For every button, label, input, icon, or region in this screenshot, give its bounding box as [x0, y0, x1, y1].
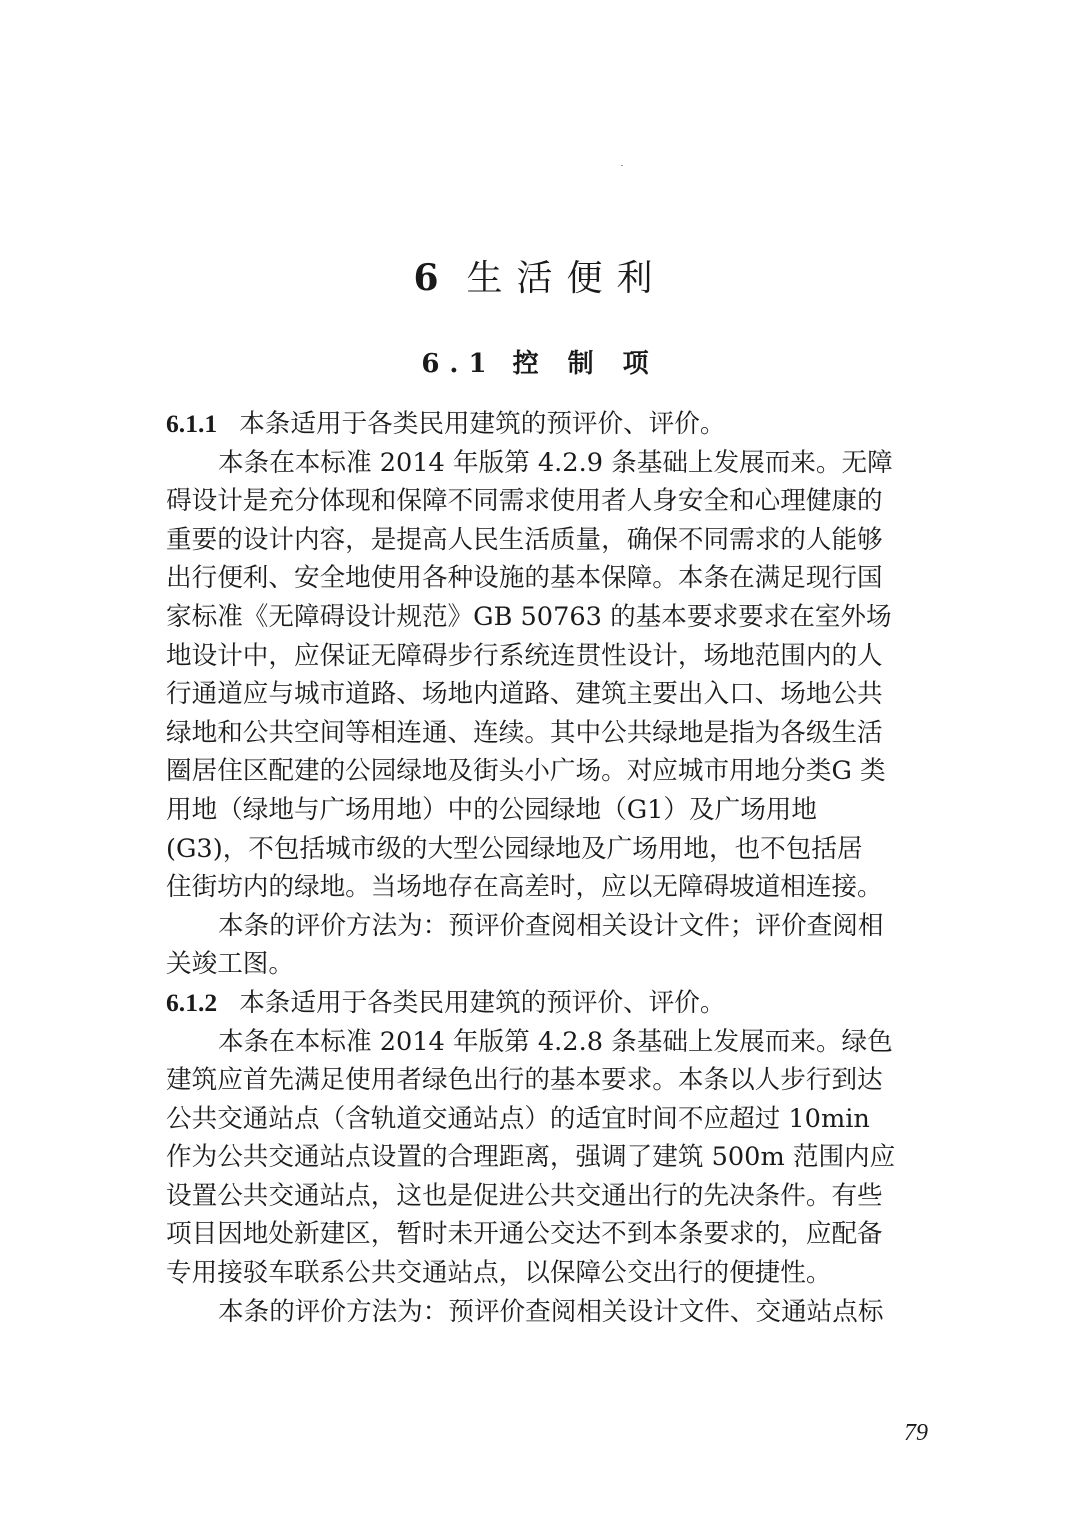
clause-heading — [166, 405, 951, 444]
clause-heading — [166, 984, 951, 1023]
paragraph-line: 作为公共交通站点设置的合理距离，强调了建筑 500m 范围内应 — [166, 1142, 896, 1173]
clause-heading-text: 本条适用于各类民用建筑的预评价、评价。 — [239, 409, 726, 439]
paragraph-line: 出行便利、安全地使用各种设施的基本保障。本条在满足现行国 — [166, 563, 883, 594]
chapter-title — [0, 250, 1080, 301]
clause-heading-text: 本条适用于各类民用建筑的预评价、评价。 — [239, 987, 726, 1018]
clause-number: 6.1.2 — [166, 987, 218, 1017]
paragraph-line: 项目因地处新建区，暂时未开通公交达不到本条要求的，应配备 — [166, 1219, 883, 1250]
page-number: 79 — [904, 1420, 928, 1446]
paragraph-line: 关竣工图。 — [166, 949, 294, 980]
paragraph-line: 重要的设计内容，是提高人民生活质量，确保不同需求的人能够 — [166, 524, 883, 555]
paragraph-line: 碍设计是充分体现和保障不同需求使用者人身安全和心理健康的 — [166, 486, 883, 517]
paragraph-line: 本条的评价方法为：预评价查阅相关设计文件；评价查阅相 — [218, 910, 884, 941]
body-text — [166, 405, 951, 1331]
paragraph-line: 家标准《无障碍设计规范》GB 50763 的基本要求要求在室外场 — [166, 601, 892, 632]
paragraph-line: 专用接驳车联系公共交通站点，以保障公交出行的便捷性。 — [166, 1258, 832, 1289]
paragraph-line: 住街坊内的绿地。当场地存在高差时，应以无障碍坡道相连接。 — [166, 872, 883, 903]
clause-number: 6.1.1 — [166, 409, 218, 438]
paragraph-line: 用地（绿地与广场用地）中的公园绿地（G1）及广场用地 — [166, 794, 817, 825]
paragraph-line: 建筑应首先满足使用者绿色出行的基本要求。本条以人步行到达 — [166, 1065, 883, 1096]
paragraph-line: 绿地和公共空间等相连通、连续。其中公共绿地是指为各级生活 — [166, 717, 883, 748]
paragraph-line: 行通道应与城市道路、场地内道路、建筑主要出入口、场地公共 — [166, 679, 883, 710]
scan-speck — [621, 165, 623, 166]
chapter-title-text: 生活便利 — [466, 258, 667, 299]
section-title-text: 控 制 项 — [512, 349, 659, 379]
paragraph-line: (G3)，不包括城市级的大型公园绿地及广场用地，也不包括居 — [166, 833, 863, 864]
chapter-number: 6 — [413, 257, 453, 299]
paragraph-line: 圈居住区配建的公园绿地及街头小广场。对应城市用地分类G 类 — [166, 756, 886, 787]
paragraph-line: 设置公共交通站点，这也是促进公共交通出行的先决条件。有些 — [166, 1180, 883, 1211]
paragraph-line: 本条在本标准 2014 年版第 4.2.8 条基础上发展而来。绿色 — [218, 1026, 893, 1057]
paragraph-line: 本条的评价方法为：预评价查阅相关设计文件、交通站点标 — [218, 1296, 884, 1327]
paragraph-line: 地设计中，应保证无障碍步行系统连贯性设计，场地范围内的人 — [166, 640, 883, 671]
section-title — [0, 343, 1080, 380]
section-number: 6.1 — [421, 349, 497, 379]
paragraph-line: 公共交通站点（含轨道交通站点）的适宜时间不应超过 10min — [166, 1103, 870, 1134]
paragraph-line: 本条在本标准 2014 年版第 4.2.9 条基础上发展而来。无障 — [218, 447, 893, 478]
